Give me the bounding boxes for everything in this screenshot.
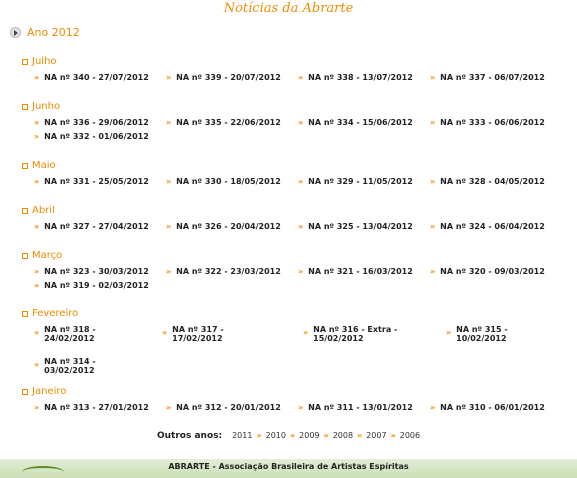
news-link[interactable] — [34, 73, 149, 82]
news-link-label: NA nº 338 - 13/07/2012 — [308, 73, 413, 82]
month-name: Janeiro — [32, 386, 67, 397]
news-link[interactable] — [34, 118, 149, 127]
news-link-label: NA nº 334 - 15/06/2012 — [308, 118, 413, 127]
news-link[interactable] — [430, 222, 545, 231]
news-link[interactable] — [298, 118, 413, 127]
double-arrow-icon: » — [34, 267, 40, 276]
square-bullet-icon — [22, 389, 28, 395]
double-arrow-icon: » — [298, 118, 304, 127]
news-link-label: NA nº 337 - 06/07/2012 — [440, 73, 545, 82]
news-link-label: NA nº 327 - 27/04/2012 — [44, 222, 149, 231]
double-arrow-icon: » — [34, 132, 40, 141]
square-bullet-icon — [22, 253, 28, 259]
news-link[interactable] — [166, 403, 281, 412]
news-link[interactable] — [298, 403, 413, 412]
news-row — [22, 403, 562, 415]
news-row — [22, 73, 562, 85]
news-link[interactable] — [430, 403, 545, 412]
other-years — [157, 431, 420, 441]
news-link-label: NA nº 321 - 16/03/2012 — [308, 267, 413, 276]
news-link-label: NA nº 324 - 06/04/2012 — [440, 222, 545, 231]
news-link-label: NA nº 315 - 10/02/2012 — [456, 325, 508, 343]
news-link[interactable] — [166, 177, 281, 186]
double-arrow-icon: » — [430, 118, 436, 127]
news-link[interactable] — [298, 177, 413, 186]
double-arrow-icon: » — [323, 431, 329, 440]
news-link-label: NA nº 332 - 01/06/2012 — [44, 132, 149, 141]
double-arrow-icon: » — [298, 403, 304, 412]
news-link-label: NA nº 314 - 03/02/2012 — [44, 357, 96, 375]
news-link[interactable] — [34, 267, 149, 276]
expand-arrow-icon[interactable] — [10, 27, 21, 38]
month-header — [22, 307, 562, 320]
month-name: Junho — [32, 101, 61, 112]
double-arrow-icon: » — [430, 177, 436, 186]
month-name: Março — [32, 250, 63, 261]
news-link[interactable] — [430, 73, 545, 82]
year-link[interactable]: 2006 — [399, 431, 421, 440]
month-section — [22, 55, 562, 85]
double-arrow-icon: » — [34, 403, 40, 412]
year-link[interactable]: 2011 — [232, 431, 253, 440]
month-name: Maio — [32, 160, 56, 171]
news-link-label: NA nº 340 - 27/07/2012 — [44, 73, 149, 82]
news-link[interactable] — [166, 118, 281, 127]
month-header — [22, 249, 562, 262]
month-header — [22, 100, 562, 113]
news-link[interactable] — [430, 118, 545, 127]
year-link[interactable]: 2009 — [299, 431, 320, 440]
double-arrow-icon: » — [34, 222, 40, 231]
news-link-label: NA nº 328 - 04/05/2012 — [440, 177, 545, 186]
news-row — [22, 325, 562, 345]
year-link[interactable]: 2010 — [265, 431, 286, 440]
news-link-label: NA nº 320 - 09/03/2012 — [440, 267, 545, 276]
news-link-label: NA nº 312 - 20/01/2012 — [176, 403, 281, 412]
news-link[interactable] — [166, 73, 281, 82]
news-link-label: NA nº 310 - 06/01/2012 — [440, 403, 545, 412]
year-link[interactable]: 2007 — [366, 431, 387, 440]
news-link[interactable] — [166, 267, 281, 276]
month-section — [22, 100, 562, 144]
news-link[interactable] — [430, 177, 545, 186]
double-arrow-icon: » — [34, 328, 40, 337]
news-link-label: NA nº 319 - 02/03/2012 — [44, 281, 149, 290]
news-link-label: NA nº 336 - 29/06/2012 — [44, 118, 149, 127]
news-link-label: NA nº 311 - 13/01/2012 — [308, 403, 413, 412]
news-link-label: NA nº 323 - 30/03/2012 — [44, 267, 149, 276]
news-link-label: NA nº 335 - 22/06/2012 — [176, 118, 281, 127]
month-section — [22, 204, 562, 234]
double-arrow-icon: » — [166, 73, 172, 82]
double-arrow-icon: » — [390, 431, 396, 440]
news-link-label: NA nº 316 - Extra - 15/02/2012 — [313, 325, 398, 343]
news-link[interactable] — [162, 325, 270, 343]
year-link[interactable]: 2008 — [332, 431, 354, 440]
news-link[interactable] — [34, 177, 149, 186]
month-section — [22, 249, 562, 293]
double-arrow-icon: » — [34, 73, 40, 82]
square-bullet-icon — [22, 163, 28, 169]
double-arrow-icon: » — [289, 431, 296, 440]
news-link[interactable] — [303, 325, 411, 343]
news-link[interactable] — [34, 281, 149, 290]
double-arrow-icon: » — [446, 328, 452, 337]
news-link-label: NA nº 333 - 06/06/2012 — [440, 118, 545, 127]
news-link[interactable] — [34, 403, 149, 412]
month-section — [22, 307, 562, 377]
double-arrow-icon: » — [34, 118, 40, 127]
news-link-label: NA nº 313 - 27/01/2012 — [44, 403, 149, 412]
news-link[interactable] — [298, 222, 413, 231]
month-section — [22, 159, 562, 189]
double-arrow-icon: » — [256, 431, 262, 440]
month-section — [22, 385, 562, 415]
news-link-label: NA nº 325 - 13/04/2012 — [308, 222, 413, 231]
footer — [0, 459, 577, 478]
double-arrow-icon: » — [298, 73, 304, 82]
month-header — [22, 385, 562, 398]
double-arrow-icon: » — [298, 222, 304, 231]
news-row — [22, 132, 562, 144]
news-link-label: NA nº 317 - 17/02/2012 — [172, 325, 224, 343]
news-link[interactable] — [34, 357, 142, 375]
double-arrow-icon: » — [430, 403, 436, 412]
news-row — [22, 222, 562, 234]
double-arrow-icon: » — [162, 328, 168, 337]
news-link[interactable] — [446, 325, 554, 343]
square-bullet-icon — [22, 59, 28, 65]
news-link[interactable] — [34, 132, 149, 141]
news-link-label: NA nº 329 - 11/05/2012 — [308, 177, 413, 186]
double-arrow-icon: » — [166, 403, 172, 412]
square-bullet-icon — [22, 311, 28, 317]
month-header — [22, 159, 562, 172]
news-row — [22, 281, 562, 293]
double-arrow-icon: » — [357, 431, 363, 440]
double-arrow-icon: » — [298, 177, 304, 186]
news-link[interactable] — [430, 267, 545, 276]
news-row — [22, 357, 562, 377]
news-link-label: NA nº 339 - 20/07/2012 — [176, 73, 281, 82]
year-label: Ano 2012 — [27, 26, 80, 39]
month-header — [22, 204, 562, 217]
year-header[interactable] — [10, 26, 80, 39]
news-row — [22, 177, 562, 189]
news-link-label: NA nº 318 - 24/02/2012 — [44, 325, 96, 343]
news-link[interactable] — [34, 222, 149, 231]
news-link-label: NA nº 322 - 23/03/2012 — [176, 267, 281, 276]
news-link-label: NA nº 331 - 25/05/2012 — [44, 177, 149, 186]
month-name: Julho — [32, 56, 57, 67]
double-arrow-icon: » — [303, 328, 309, 337]
double-arrow-icon: » — [298, 267, 304, 276]
double-arrow-icon: » — [430, 267, 436, 276]
double-arrow-icon: » — [166, 267, 172, 276]
news-link-label: NA nº 326 - 20/04/2012 — [176, 222, 281, 231]
double-arrow-icon: » — [166, 222, 172, 231]
news-row — [22, 267, 562, 279]
news-link-label: NA nº 330 - 18/05/2012 — [176, 177, 281, 186]
other-years-list — [232, 431, 420, 441]
month-name: Fevereiro — [32, 308, 79, 319]
double-arrow-icon: » — [166, 177, 172, 186]
other-years-label: Outros anos: — [157, 431, 223, 441]
double-arrow-icon: » — [430, 222, 436, 231]
double-arrow-icon: » — [430, 73, 436, 82]
square-bullet-icon — [22, 208, 28, 214]
news-link[interactable] — [34, 325, 142, 343]
footer-text: ABRARTE - Associação Brasileira de Artistas Espíritas — [168, 462, 409, 471]
news-link[interactable] — [166, 222, 281, 231]
month-name: Abril — [32, 205, 55, 216]
page-title: Notícias da Abrarte — [223, 1, 354, 16]
double-arrow-icon: » — [34, 281, 40, 290]
square-bullet-icon — [22, 104, 28, 110]
double-arrow-icon: » — [34, 360, 40, 369]
news-link[interactable] — [298, 73, 413, 82]
double-arrow-icon: » — [166, 118, 172, 127]
double-arrow-icon: » — [34, 177, 40, 186]
news-row — [22, 118, 562, 130]
news-link[interactable] — [298, 267, 413, 276]
month-header — [22, 55, 562, 68]
